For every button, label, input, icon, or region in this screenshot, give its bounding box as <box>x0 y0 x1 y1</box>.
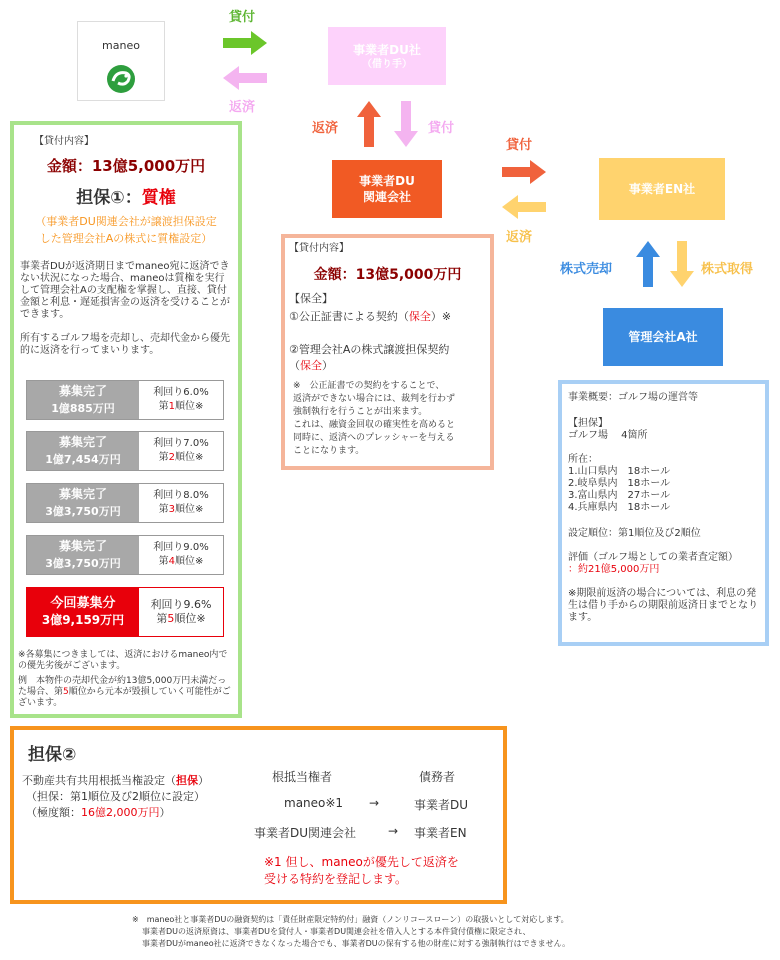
tier-current-rank: 第5順位※ <box>156 612 206 625</box>
col-header-1: 根抵当権者 <box>272 770 333 784</box>
tier-3 <box>26 483 224 523</box>
right-panel <box>558 380 769 646</box>
mid-item1: ①公正証書による契約（保全）※ <box>289 310 452 323</box>
tier-current-status: 今回募集分 <box>50 596 116 611</box>
right-loc3: 3.富山県内 27ホール <box>568 490 671 501</box>
label-kashitsuke-top: 貸付 <box>229 10 256 25</box>
node-du <box>328 27 446 85</box>
left-collateral-prefix: 担保①： <box>76 188 142 208</box>
mid-panel <box>281 234 494 470</box>
maneo-name: maneo <box>102 39 140 52</box>
left-para1: 事業者DUが返済期日までmaneo宛に返済できない状況になった場合、maneoは質権を実行して管理会社Aの支配権を掌握し、直接、貸付金額と利息・遅延損害金の返済を受けることができます。 <box>20 261 230 320</box>
tier-3-yield: 利回り8.0% <box>153 490 209 501</box>
left-header: 【貸付内容】 <box>34 136 94 147</box>
tier-1-amount: 1億885万円 <box>51 402 115 415</box>
arrow-up-orange-icon <box>357 101 381 147</box>
maneo-logo-box <box>77 21 165 101</box>
mid-header: 【貸付内容】 <box>289 243 349 254</box>
node-du-related-label-2: 関連会社 <box>362 190 411 204</box>
label-hensai-top: 返済 <box>229 100 256 115</box>
bottom-title: 担保② <box>28 745 77 765</box>
bottom-panel <box>10 726 507 904</box>
label-stock-sell: 株式売却 <box>560 262 613 277</box>
tier-4-yield: 利回り9.0% <box>153 542 209 553</box>
label-kashitsuke-right: 貸付 <box>506 138 533 153</box>
mid-hozen: 【保全】 <box>289 292 333 305</box>
left-collateral-note: （事業者DU関連会社が譲渡担保設定 した管理会社Aの株式に質権設定） <box>35 215 217 245</box>
right-rank: 設定順位：第1順位及び2順位 <box>568 528 701 539</box>
footer-line1: ※ maneo社と事業者DUの融資契約は「責任財産限定特約付」融資（ノンリコースローン）の取扱いとして対応します。 <box>132 915 569 924</box>
right-eval-value: ：約21億5,000万円 <box>568 564 660 575</box>
node-kanri-a <box>603 308 723 366</box>
node-du-sub: （借り手） <box>362 58 412 70</box>
col-header-2: 債務者 <box>419 770 456 784</box>
tier-1-yield: 利回り6.0% <box>153 387 209 398</box>
label-kashitsuke-mid: 貸付 <box>428 121 455 136</box>
right-loc1: 1.山口県内 18ホール <box>568 466 671 477</box>
tier-4 <box>26 535 224 575</box>
arrow-up-blue-icon <box>636 241 660 287</box>
arrow-down-yellow-icon <box>670 241 694 287</box>
row1-arrow: → <box>369 796 380 810</box>
right-loc4: 4.兵庫県内 18ホール <box>568 502 671 513</box>
tier-2-amount: 1億7,454万円 <box>45 453 121 466</box>
bottom-line3: （極度額：16億2,000万円） <box>26 806 171 819</box>
tier-1-status: 募集完了 <box>58 384 107 398</box>
arrow-right-orange-icon <box>502 160 548 184</box>
right-golf: ゴルフ場 4箇所 <box>568 430 648 441</box>
tier-4-amount: 3億3,750万円 <box>45 557 121 570</box>
node-en-label: 事業者EN社 <box>628 182 696 196</box>
left-note1: ※各募集につきましては、返済におけるmaneo内での優先劣後がございます。 <box>18 650 228 671</box>
node-du-related-label-1: 事業者DU <box>359 174 415 188</box>
tier-1-rank: 第1順位※ <box>158 401 204 412</box>
tier-2-status: 募集完了 <box>58 435 107 449</box>
bottom-line1: 不動産共有共用根抵当権設定（担保） <box>22 774 209 787</box>
row1-debtor: 事業者DU <box>414 798 469 812</box>
tier-2-yield: 利回り7.0% <box>153 438 209 449</box>
right-early: ※期限前返済の場合については、利息の発生は借り手からの期限前返済日までとなります。 <box>568 588 758 623</box>
left-para2: 所有するゴルフ場を売却し、売却代金から優先的に返済を行ってまいります。 <box>20 333 230 356</box>
node-kanri-a-label: 管理会社A社 <box>628 330 698 344</box>
mid-item2: ②管理会社Aの株式譲渡担保契約 （保全） <box>289 343 450 372</box>
tier-2 <box>26 431 224 471</box>
row2-arrow: → <box>388 824 399 838</box>
node-du-related <box>332 160 442 218</box>
left-collateral <box>14 183 238 208</box>
arrow-down-pink-icon <box>394 101 418 147</box>
tier-4-status: 募集完了 <box>58 539 107 553</box>
right-eval: 評価（ゴルフ場としての業者査定額） <box>568 552 738 563</box>
right-tanpo: 【担保】 <box>568 418 608 429</box>
node-du-label: 事業者DU社 <box>353 42 421 57</box>
tier-4-rank: 第4順位※ <box>158 556 204 567</box>
bottom-line2: （担保：第1順位及び2順位に設定） <box>26 790 205 803</box>
row2-creditor: 事業者DU関連会社 <box>254 826 357 840</box>
left-collateral-type: 質権 <box>141 188 176 208</box>
mid-amount: 金額：13億5,000万円 <box>313 267 462 283</box>
tier-3-amount: 3億3,750万円 <box>45 505 121 518</box>
footer <box>132 914 772 950</box>
tier-2-rank: 第2順位※ <box>158 452 204 463</box>
tier-current <box>26 587 224 637</box>
maneo-logo-icon <box>106 64 136 94</box>
label-stock-get: 株式取得 <box>701 262 754 277</box>
tier-3-rank: 第3順位※ <box>158 504 204 515</box>
row2-debtor: 事業者EN <box>414 826 467 840</box>
footer-line2: 事業者DUの返済原資は、事業者DUを貸付人・事業者DU関連会社を借入人とする本件貸付債権に限定され、 <box>142 927 531 936</box>
right-summary: 事業概要：ゴルフ場の運営等 <box>568 392 698 403</box>
arrow-right-green-icon <box>223 31 269 55</box>
arrow-left-yellow-icon <box>502 195 548 219</box>
node-en <box>599 158 725 220</box>
tier-3-status: 募集完了 <box>58 487 107 501</box>
left-amount: 金額：13億5,000万円 <box>46 157 206 175</box>
label-hensai-mid: 返済 <box>312 121 339 136</box>
left-note2: 例 本物件の売却代金が約13億5,000万円未満だった場合、第5順位から元本が毀損していく可能性がございます。 <box>18 676 231 708</box>
arrow-left-pink-icon <box>223 66 269 90</box>
label-hensai-right: 返済 <box>506 230 533 245</box>
bottom-note: ※1 但し、maneoが優先して返済を 受ける特約を登記します。 <box>264 855 459 886</box>
right-loc2: 2.岐阜県内 18ホール <box>568 478 671 489</box>
mid-note: ※ 公正証書での契約をすることで、 返済ができない場合には、裁判を行わず 強制執行を行うことが出来ます。 これは、融資金回収の確実性を高めると 同時に、返済へのプレッシャーを与える ことになります。 <box>293 381 456 456</box>
footer-line3: 事業者DUがmaneo社に返済できなくなった場合でも、事業者DUの保有する他の財産に対する強制執行はできません。 <box>142 939 571 948</box>
row1-creditor: maneo※1 <box>284 796 344 810</box>
tier-current-yield: 利回り9.6% <box>150 598 212 611</box>
tier-current-amount: 3億9,159万円 <box>41 613 125 627</box>
right-shozai: 所在： <box>568 454 598 465</box>
tier-1 <box>26 380 224 420</box>
